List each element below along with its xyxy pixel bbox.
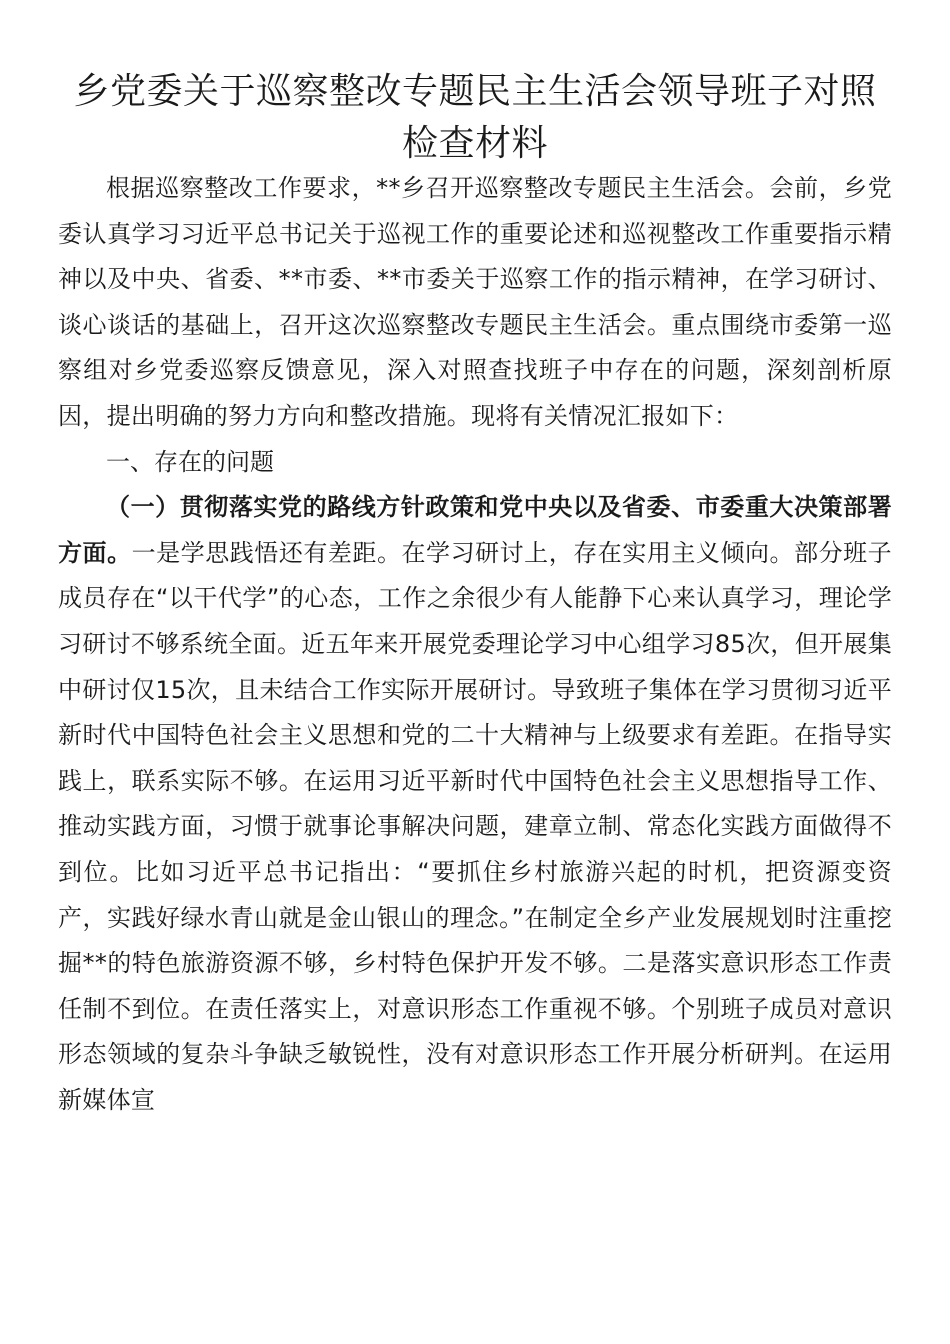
section-heading-problems: 一、存在的问题 (106, 447, 274, 476)
subsection-1-heading: （一）贯彻落实党的路线方针政策和党中央以及省委、市委重大决策部署方面。 (58, 493, 892, 567)
document-title: 乡党委关于巡察整改专题民主生活会领导班子对照检查材料 (73, 71, 877, 164)
intro-paragraph: 根据巡察整改工作要求，**乡召开巡察整改专题民主生活会。会前，乡党委认真学习习近平总书记关于巡视工作的重要论述和巡视整改工作重要指示精神以及中央、省委、**市委、**市委关于巡察工作的指示精神，在学习研讨、谈心谈话的基础上，召开这次巡察整改专题民主生活会。重点围绕市委第一巡察组对乡党委巡察反馈意见，深入对照查找班子中存在的问题，深刻剖析原因，提出明确的努力方向和整改措施。现将有关情况汇报如下： (58, 174, 892, 430)
document-body (58, 166, 892, 1123)
subsection-1-text: 一是学思践悟还有差距。在学习研讨上，存在实用主义倾向。部分班子成员存在“以干代学”的心态，工作之余很少有人能静下心来认真学习，理论学习研讨不够系统全面。近五年来开展党委理论学习中心组学习85次，但开展集中研讨仅15次，且未结合工作实际开展研讨。导致班子集体在学习贯彻习近平新时代中国特色社会主义思想和党的二十大精神与上级要求有差距。在指导实践上，联系实际不够。在运用习近平新时代中国特色社会主义思想指导工作、推动实践方面，习惯于就事论事解决问题，建章立制、常态化实践方面做得不到位。比如习近平总书记指出：“要抓住乡村旅游兴起的时机，把资源变资产，实践好绿水青山就是金山银山的理念。”在制定全乡产业发展规划时注重挖掘**的特色旅游资源不够，乡村特色保护开发不够。二是落实意识形态工作责任制不到位。在责任落实上，对意识形态工作重视不够。个别班子成员对意识形态领域的复杂斗争缺乏敏锐性，没有对意识形态工作开展分析研判。在运用新媒体宣 (58, 538, 892, 1114)
subsection-1-paragraph (58, 485, 892, 1123)
